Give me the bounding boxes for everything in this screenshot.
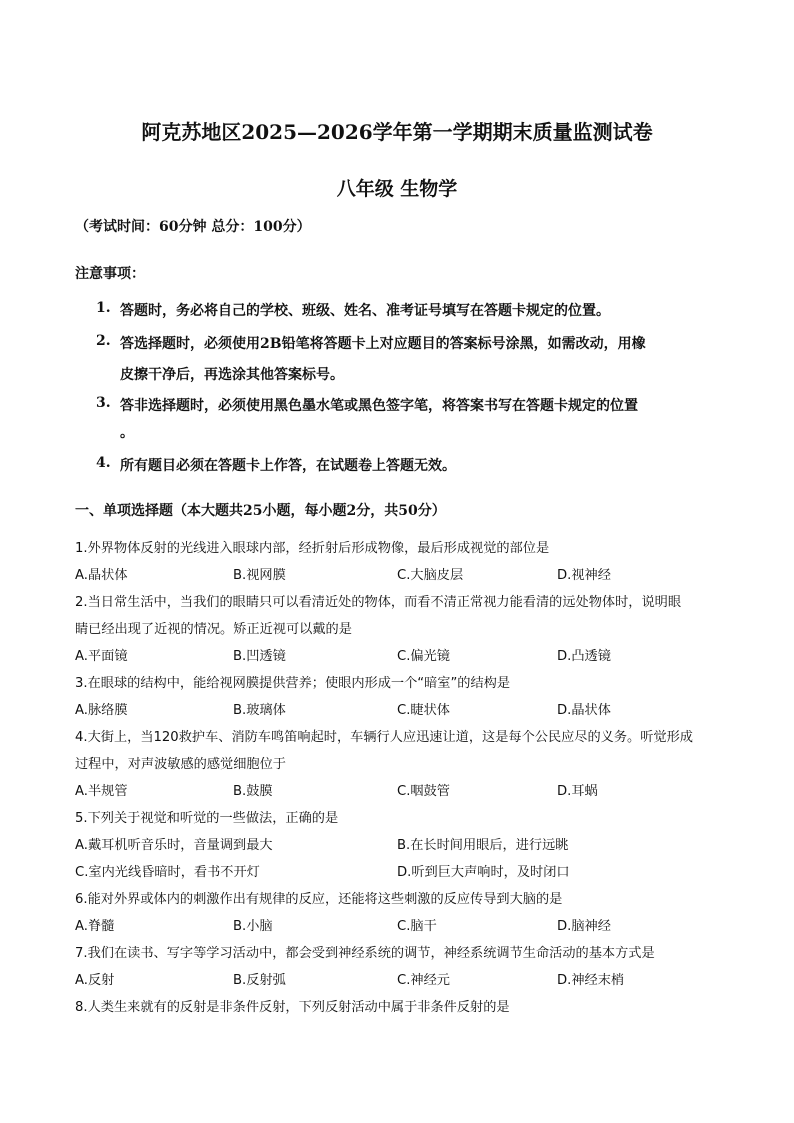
option-d: D.凸透镜: [557, 649, 611, 664]
option-c: C.睫状体: [397, 703, 450, 718]
notice-item-number: 2.: [96, 333, 111, 349]
question-stem-continuation: 睛已经出现了近视的情况。矫正近视可以戴的是: [75, 622, 352, 637]
notice-item-number: 4.: [96, 455, 111, 471]
option-c: C.大脑皮层: [397, 568, 464, 583]
option-b: B.玻璃体: [233, 703, 286, 718]
question-stem: 5.下列关于视觉和听觉的一些做法，正确的是: [75, 811, 339, 826]
option-a: A.脉络膜: [75, 703, 128, 718]
option-a: A.脊髓: [75, 919, 115, 934]
option-d: D.听到巨大声响时，及时闭口: [397, 865, 570, 880]
option-d: D.视神经: [557, 568, 611, 583]
option-a: A.平面镜: [75, 649, 128, 664]
option-a: A.反射: [75, 973, 115, 988]
question-stem: 2.当日常生活中，当我们的眼睛只可以看清近处的物体，而看不清正常视力能看清的远处物体时，说明眼: [75, 595, 682, 610]
question-stem: 4.大街上，当120救护车、消防车鸣笛响起时，车辆行人应迅速让道，这是每个公民应尽的义务。听觉形成: [75, 730, 693, 745]
section-heading: 一、单项选择题（本大题共25小题，每小题2分，共50分）: [75, 503, 446, 519]
option-a: A.半规管: [75, 784, 128, 799]
option-c: C.神经元: [397, 973, 450, 988]
notice-item-text: 答题时，务必将自己的学校、班级、姓名、准考证号填写在答题卡规定的位置。: [120, 303, 610, 319]
page-subtitle: 八年级 生物学: [336, 178, 458, 200]
notice-item-text: 答非选择题时，必须使用黑色墨水笔或黑色签字笔，将答案书写在答题卡规定的位置: [120, 398, 638, 414]
exam-info: （考试时间：60分钟 总分：100分）: [75, 219, 311, 235]
option-a: A.晶状体: [75, 568, 128, 583]
notice-item-number: 1.: [96, 300, 111, 316]
question-stem: 8.人类生来就有的反射是非条件反射，下列反射活动中属于非条件反射的是: [75, 1000, 510, 1015]
option-d: D.脑神经: [557, 919, 611, 934]
question-stem: 7.我们在读书、写字等学习活动中，都会受到神经系统的调节，神经系统调节生命活动的基本方式是: [75, 946, 655, 961]
option-c: C.偏光镜: [397, 649, 450, 664]
option-d: D.晶状体: [557, 703, 611, 718]
option-c: C.咽鼓管: [397, 784, 450, 799]
notice-heading: 注意事项：: [75, 266, 145, 282]
option-b: B.在长时间用眼后，进行远眺: [397, 838, 569, 853]
question-stem: 3.在眼球的结构中，能给视网膜提供营养；使眼内形成一个“暗室”的结构是: [75, 676, 511, 691]
notice-item-text: 。: [120, 425, 134, 441]
option-d: D.耳蜗: [557, 784, 598, 799]
option-b: B.鼓膜: [233, 784, 273, 799]
notice-item-text: 所有题目必须在答题卡上作答，在试题卷上答题无效。: [120, 458, 456, 474]
notice-item-number: 3.: [96, 395, 111, 411]
option-a: A.戴耳机听音乐时，音量调到最大: [75, 838, 273, 853]
option-c: C.室内光线昏暗时，看书不开灯: [75, 865, 260, 880]
option-b: B.凹透镜: [233, 649, 286, 664]
option-c: C.脑干: [397, 919, 437, 934]
notice-item-text: 皮擦干净后，再选涂其他答案标号。: [120, 367, 344, 383]
option-b: B.视网膜: [233, 568, 286, 583]
option-b: B.反射弧: [233, 973, 286, 988]
option-d: D.神经末梢: [557, 973, 625, 988]
question-stem-continuation: 过程中，对声波敏感的感觉细胞位于: [75, 757, 286, 772]
page-title: 阿克苏地区2025—2026学年第一学期期末质量监测试卷: [141, 120, 653, 144]
option-b: B.小脑: [233, 919, 273, 934]
notice-item-text: 答选择题时，必须使用2B铅笔将答题卡上对应题目的答案标号涂黑，如需改动，用橡: [120, 336, 646, 352]
question-stem: 1.外界物体反射的光线进入眼球内部，经折射后形成物像，最后形成视觉的部位是: [75, 541, 550, 556]
question-stem: 6.能对外界或体内的刺激作出有规律的反应，还能将这些刺激的反应传导到大脑的是: [75, 892, 563, 907]
